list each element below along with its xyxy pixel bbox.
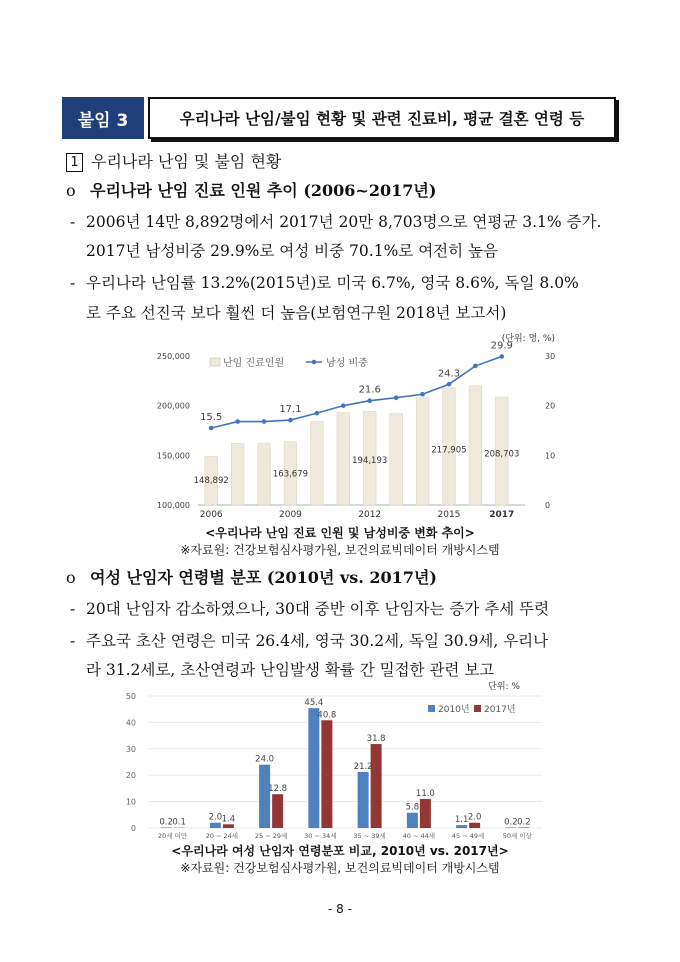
patients-trend-chart: [140, 328, 560, 521]
x-tick-label: 2015: [437, 510, 461, 520]
page-title: 우리나라 난임/불임 현황 및 관련 진료비, 평균 결혼 연령 등: [148, 97, 616, 139]
patients-label: 217,905: [431, 445, 467, 456]
x-tick-label: 30 ~ 34세: [304, 832, 337, 840]
bar-2017: [272, 794, 283, 828]
y-right-tick-label: 0: [545, 501, 551, 510]
bullet-marker: o: [66, 568, 76, 587]
male-ratio-point: [341, 403, 346, 408]
dash-marker: -: [70, 632, 76, 650]
male-ratio-point: [367, 398, 372, 403]
legend-label-line: 남성 비중: [326, 358, 368, 369]
male-ratio-point: [288, 418, 293, 423]
appendix-tag: 붙임 3: [62, 97, 144, 139]
bar-2010: [259, 765, 270, 828]
bar-2010: [456, 825, 467, 828]
list-item-text: 2006년 14만 8,892명에서 2017년 20만 8,703명으로 연평균 3.1% 증가.: [86, 213, 602, 231]
male-ratio-point: [420, 392, 425, 397]
list-item: [70, 598, 549, 620]
section-title: 우리나라 난임 및 불임 현황: [91, 152, 282, 171]
chart-legend: [428, 703, 516, 715]
male-ratio-point: [499, 354, 504, 359]
bar-value-label: 0.2: [517, 817, 531, 828]
bar-2010: [210, 823, 221, 828]
male-ratio-point: [447, 382, 452, 387]
male-ratio-point: [473, 364, 478, 369]
legend-label-bar: 난임 진료인원: [223, 358, 285, 369]
bar-value-label: 24.0: [255, 754, 275, 765]
x-tick-label: 35 ~ 39세: [353, 832, 386, 840]
y-right-tick-label: 30: [545, 352, 556, 361]
x-tick-label: 25 ~ 29세: [254, 832, 288, 840]
x-tick-label: 40 ~ 44세: [402, 832, 436, 840]
y-left-tick-label: 200,000: [156, 401, 190, 411]
section-heading: [66, 151, 281, 173]
y-tick-label: 40: [125, 718, 136, 728]
male-ratio-point: [262, 419, 267, 424]
bar-2010: [505, 827, 516, 828]
male-ratio-label: 21.6: [358, 384, 381, 396]
male-ratio-point: [315, 411, 320, 416]
y-tick-label: 10: [125, 797, 136, 807]
bar-value-label: 0.2: [159, 817, 173, 828]
patients-label: 163,679: [272, 469, 309, 480]
bullet-text: 우리나라 난임 진료 인원 추이 (2006~2017년): [90, 181, 437, 200]
y-left-tick-label: 150,000: [156, 451, 190, 461]
patients-label: 194,193: [352, 455, 388, 466]
y-left-tick-label: 100,000: [156, 501, 190, 510]
bar-2010: [308, 708, 319, 828]
y-tick-label: 30: [125, 744, 136, 754]
list-item-text: 우리나라 난임률 13.2%(2015년)로 미국 6.7%, 영국 8.6%, 독일 8.0%: [86, 274, 579, 292]
x-tick-label: 50세 이상: [502, 832, 532, 840]
y-tick-label: 20: [125, 771, 136, 781]
x-tick-label: 20 ~ 24세: [205, 832, 239, 840]
x-tick-label: 2006: [199, 510, 223, 520]
chart-caption: <우리나라 난임 진료 인원 및 남성비중 변화 추이>: [205, 526, 475, 540]
list-item: [70, 630, 548, 652]
bar-patients: [231, 443, 244, 505]
bar-2017: [371, 744, 382, 828]
legend-label-2010: 2010년: [438, 705, 470, 715]
header-banner: [62, 97, 614, 139]
legend-label-2017: 2017년: [484, 705, 516, 715]
list-item-continued: 라 31.2세로, 초산연령과 난임발생 확률 간 밀접한 관련 보고: [86, 661, 495, 679]
bar-2017: [420, 799, 431, 828]
y-tick-label: 0: [130, 824, 136, 833]
bar-patients: [390, 414, 403, 505]
male-ratio-label: 15.5: [200, 412, 223, 424]
bar-2010: [407, 813, 418, 828]
bar-value-label: 1.4: [221, 814, 236, 825]
bar-2017: [223, 824, 234, 828]
list-item-continued: 2017년 남성비중 29.9%로 여성 비중 70.1%로 여전히 높음: [86, 242, 498, 260]
bar-value-label: 40.8: [317, 710, 337, 721]
list-item-continued: 로 주요 선진국 보다 훨씬 더 높음(보험연구원 2018년 보고서): [86, 304, 507, 322]
list-item: [70, 272, 579, 294]
male-ratio-label: 29.9: [490, 340, 513, 352]
bar-value-label: 1.1: [454, 815, 469, 826]
bar-2017: [518, 827, 529, 828]
bullet-marker: o: [66, 181, 76, 200]
x-tick-label: 2012: [358, 510, 382, 520]
x-tick-label: 45 ~ 49세: [451, 832, 485, 840]
source-note: ※자료원: 건강보험심사평가원, 보건의료빅데이터 개방시스템: [180, 861, 500, 875]
bar-value-label: 31.8: [366, 734, 386, 745]
patients-label: 148,892: [193, 476, 229, 487]
bar-patients: [258, 443, 271, 505]
bar-value-label: 21.2: [353, 762, 373, 773]
male-ratio-point: [209, 426, 214, 431]
bar-patients: [311, 422, 324, 505]
section-number: 1: [66, 153, 83, 172]
chart-unit: (단위: 명, %): [501, 334, 555, 344]
list-item: [70, 211, 601, 233]
y-left-tick-label: 250,000: [156, 352, 190, 361]
bar-2017: [321, 720, 332, 828]
bar-2010: [161, 827, 172, 828]
bar-patients: [416, 398, 429, 505]
dash-marker: -: [70, 600, 76, 618]
x-tick-label: 20세 미만: [158, 832, 188, 840]
list-item-text: 주요국 초산 연령은 미국 26.4세, 영국 30.2세, 독일 30.9세, 우리나: [86, 632, 549, 650]
bar-value-label: 2.0: [208, 812, 223, 823]
dash-marker: -: [70, 213, 76, 231]
bar-value-label: 12.8: [268, 784, 288, 795]
page-number: - 8 -: [328, 902, 352, 916]
bar-patients: [337, 413, 350, 505]
y-tick-label: 50: [125, 692, 136, 701]
y-right-tick-label: 10: [545, 451, 556, 461]
bullet-text: 여성 난임자 연령별 분포 (2010년 vs. 2017년): [90, 568, 437, 587]
bar-value-label: 5.8: [405, 802, 420, 813]
bar-value-label: 0.1: [172, 817, 186, 828]
male-ratio-label: 17.1: [279, 404, 302, 416]
list-item-text: 20대 난임자 감소하였으나, 30대 중반 이후 난임자는 증가 추세 뚜렷: [86, 600, 550, 618]
chart-caption: <우리나라 여성 난임자 연령분포 비교, 2010년 vs. 2017년>: [171, 844, 509, 858]
male-ratio-label: 24.3: [437, 368, 461, 380]
dash-marker: -: [70, 274, 76, 292]
source-note: ※자료원: 건강보험심사평가원, 보건의료빅데이터 개방시스템: [180, 543, 500, 557]
bar-2010: [358, 772, 369, 828]
chart-unit: 단위: %: [488, 682, 520, 692]
bar-value-label: 0.2: [504, 817, 518, 828]
chart-legend: [210, 356, 368, 369]
legend-swatch-2017: [474, 705, 481, 712]
bullet-heading-1: [66, 180, 436, 202]
bar-value-label: 45.4: [304, 698, 324, 709]
legend-swatch-bar: [210, 358, 220, 366]
bar-value-label: 2.0: [467, 812, 482, 823]
bullet-heading-2: [66, 567, 437, 589]
male-ratio-point: [394, 395, 399, 400]
legend-swatch-marker: [312, 360, 317, 365]
age-distribution-chart: [110, 680, 550, 844]
bar-patients: [469, 386, 482, 505]
bar-2017: [469, 823, 480, 828]
patients-label: 208,703: [484, 449, 520, 460]
x-tick-label: 2017: [489, 510, 515, 520]
y-right-tick-label: 20: [545, 401, 556, 411]
male-ratio-point: [235, 419, 240, 424]
bar-value-label: 11.0: [415, 788, 435, 799]
x-tick-label: 2009: [279, 510, 302, 520]
legend-swatch-2010: [428, 705, 435, 712]
